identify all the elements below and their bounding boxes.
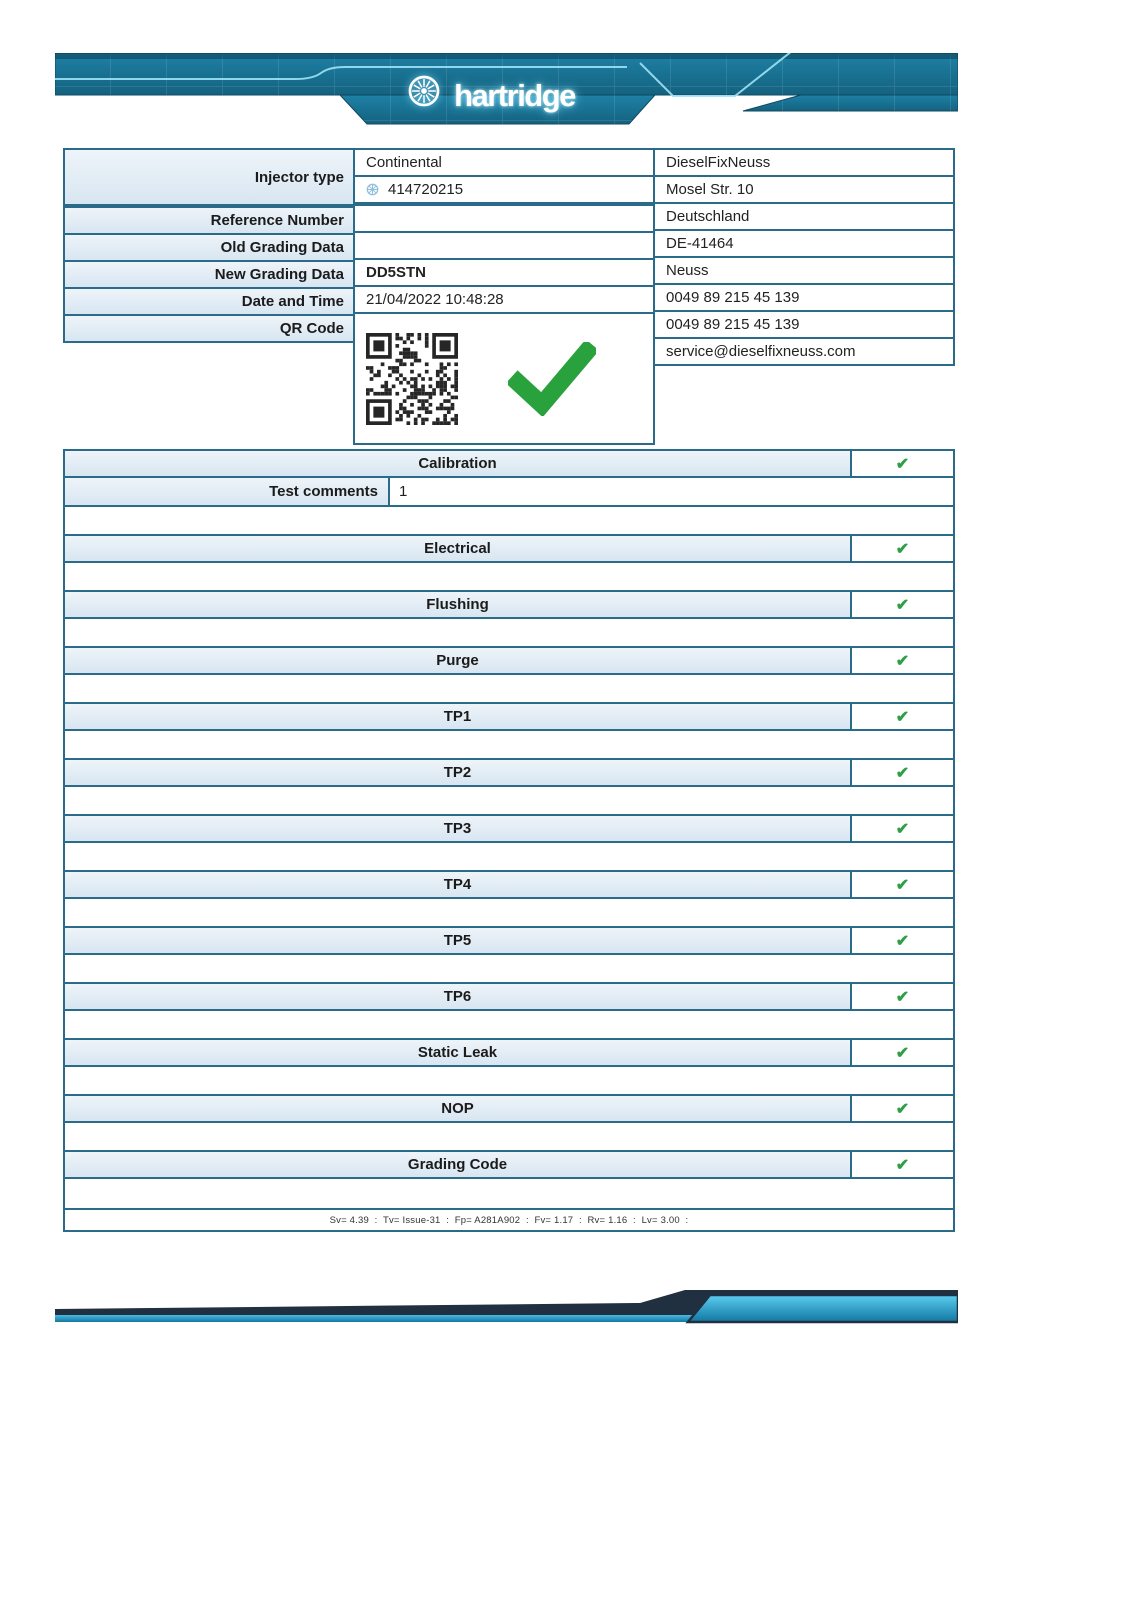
check-icon: ✔ (850, 648, 953, 673)
section-label: Electrical (65, 536, 850, 561)
section-label: Static Leak (65, 1040, 850, 1065)
info-value-new-grading-data: DD5STN (353, 258, 655, 287)
injector-serial-value: 414720215 (388, 181, 464, 198)
spacer-row (65, 843, 953, 872)
version-line: Sv= 4.39 : Tv= Issue-31 : Fp= A281A902 : Fv= 1.17 : Rv= 1.16 : Lv= 3.00 : (65, 1208, 953, 1230)
section-row-tp1 (65, 702, 953, 731)
qr-cell (353, 312, 655, 445)
spacer-row (65, 899, 953, 928)
info-label-old-grading-data: Old Grading Data (63, 233, 355, 262)
check-icon: ✔ (850, 1040, 953, 1065)
info-label-column (63, 148, 355, 343)
info-label-new-grading-data: New Grading Data (63, 260, 355, 289)
check-icon: ✔ (850, 451, 953, 476)
spacer-row (65, 955, 953, 984)
spacer-row (65, 787, 953, 816)
check-icon: ✔ (850, 1152, 953, 1177)
pass-check-icon (508, 342, 596, 416)
section-label: Purge (65, 648, 850, 673)
section-row-calibration (65, 449, 953, 478)
header-banner (55, 53, 958, 129)
address-line-6: 0049 89 215 45 139 (653, 310, 955, 339)
injector-type-value: Continental (353, 148, 655, 177)
info-label-date-and-time: Date and Time (63, 287, 355, 316)
info-value-column (353, 148, 655, 445)
section-row-tp6 (65, 982, 953, 1011)
address-line-5: 0049 89 215 45 139 (653, 283, 955, 312)
section-row-static-leak (65, 1038, 953, 1067)
section-label: TP2 (65, 760, 850, 785)
section-label: Flushing (65, 592, 850, 617)
check-icon: ✔ (850, 816, 953, 841)
spacer-row (65, 1179, 953, 1208)
info-label-qr-code: QR Code (63, 314, 355, 343)
address-line-0: DieselFixNeuss (653, 148, 955, 177)
spacer-row (65, 1011, 953, 1040)
section-row-electrical (65, 534, 953, 563)
address-line-1: Mosel Str. 10 (653, 175, 955, 204)
info-value-old-grading-data (353, 231, 655, 260)
section-label: NOP (65, 1096, 850, 1121)
footer-banner (55, 1288, 958, 1328)
check-icon: ✔ (850, 928, 953, 953)
check-icon: ✔ (850, 1096, 953, 1121)
section-label: Grading Code (65, 1152, 850, 1177)
section-row-nop (65, 1094, 953, 1123)
spacer-row (65, 507, 953, 536)
address-line-3: DE-41464 (653, 229, 955, 258)
spacer-row (65, 731, 953, 760)
address-line-7: service@dieselfixneuss.com (653, 337, 955, 366)
section-row-grading-code (65, 1150, 953, 1179)
wheel-icon (366, 183, 379, 196)
check-icon: ✔ (850, 536, 953, 561)
brand-name: hartridge (454, 78, 575, 113)
wheel-icon (407, 74, 441, 108)
address-line-4: Neuss (653, 256, 955, 285)
spacer-row (65, 563, 953, 592)
section-row-tp3 (65, 814, 953, 843)
section-label: TP5 (65, 928, 850, 953)
brand-logo (407, 74, 622, 118)
section-row-flushing (65, 590, 953, 619)
section-row-tp2 (65, 758, 953, 787)
spacer-row (65, 675, 953, 704)
checklist-table (63, 449, 955, 1232)
section-label: TP3 (65, 816, 850, 841)
spacer-row (65, 1123, 953, 1152)
info-label-reference-number: Reference Number (63, 206, 355, 235)
workshop-address-column (653, 148, 955, 366)
address-line-2: Deutschland (653, 202, 955, 231)
spacer-row (65, 1067, 953, 1096)
section-label: TP6 (65, 984, 850, 1009)
check-icon: ✔ (850, 984, 953, 1009)
footer-banner-shape (55, 1288, 958, 1328)
check-icon: ✔ (850, 872, 953, 897)
spacer-row (65, 619, 953, 648)
test-comments-row (65, 478, 953, 507)
section-row-purge (65, 646, 953, 675)
section-row-tp5 (65, 926, 953, 955)
injector-serial-cell (353, 175, 655, 204)
info-value-date-and-time: 21/04/2022 10:48:28 (353, 285, 655, 314)
info-value-reference-number (353, 204, 655, 233)
qr-code (366, 333, 458, 425)
section-row-tp4 (65, 870, 953, 899)
injector-info-table (63, 148, 955, 458)
section-label: TP1 (65, 704, 850, 729)
check-icon: ✔ (850, 592, 953, 617)
info-label-injector-type: Injector type (63, 148, 355, 206)
test-comments-value: 1 (399, 483, 408, 500)
check-icon: ✔ (850, 704, 953, 729)
check-icon: ✔ (850, 760, 953, 785)
section-label: TP4 (65, 872, 850, 897)
test-comments-label: Test comments (65, 478, 390, 505)
section-label: Calibration (65, 451, 850, 476)
